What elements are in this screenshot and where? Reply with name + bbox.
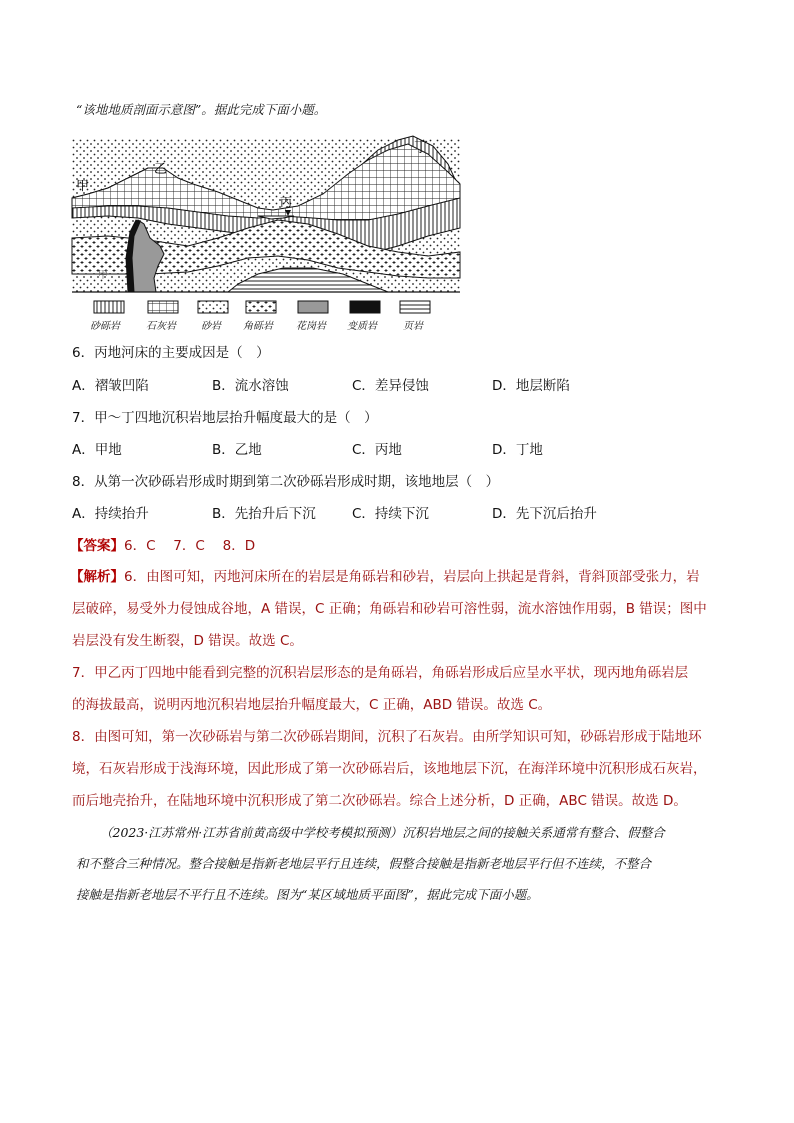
q7-option-b[interactable]: B．乙地 bbox=[212, 442, 262, 458]
answer-line bbox=[70, 536, 255, 556]
legend-label-metamorphic: 变质岩 bbox=[347, 321, 377, 332]
label-bing: 丙 bbox=[280, 195, 293, 209]
legend-swatch-sandstone bbox=[198, 301, 228, 313]
legend-label-sandy-conglomerate: 砂砾岩 bbox=[90, 321, 120, 332]
next-intro-line-2: 和不整合三种情况。整合接触是指新老地层平行且连续，假整合接触是指新老地层平行但不连续，不整合 bbox=[76, 856, 652, 871]
question-7-options bbox=[72, 440, 632, 460]
legend-swatch-breccia bbox=[246, 301, 276, 313]
answer-text: 6．C 7．C 8．D bbox=[124, 538, 256, 554]
question-6-stem: 6．丙地河床的主要成因是（ ） bbox=[72, 345, 270, 361]
q7-option-d[interactable]: D．丁地 bbox=[492, 442, 543, 458]
q7-option-a[interactable]: A．甲地 bbox=[72, 442, 122, 458]
analysis-line-5: 的海拔最高，说明丙地沉积岩地层抬升幅度最大，C 正确，ABD 错误。故选 C。 bbox=[72, 697, 552, 713]
legend-swatch-limestone bbox=[148, 301, 178, 313]
legend-swatch-granite bbox=[298, 301, 328, 313]
legend-label-limestone: 石灰岩 bbox=[146, 321, 176, 332]
q6-option-c[interactable]: C．差异侵蚀 bbox=[352, 378, 429, 394]
analysis-line-8: 而后地壳抬升，在陆地环境中沉积形成了第二次砂砾岩。综合上述分析，D 正确，ABC 错误。故选 D。 bbox=[72, 793, 687, 809]
analysis-line-6: 8．由图可知，第一次砂砾岩与第二次砂砾岩期间，沉积了石灰岩。由所学知识可知，砂砾岩形成于陆地环 bbox=[72, 729, 702, 745]
legend-label-shale: 页岩 bbox=[403, 321, 423, 332]
q8-option-a[interactable]: A．持续抬升 bbox=[72, 506, 149, 522]
q8-option-b[interactable]: B．先抬升后下沉 bbox=[212, 506, 316, 522]
legend-swatch-shale bbox=[400, 301, 430, 313]
question-8-options bbox=[72, 504, 632, 524]
label-jia-lower: 甲 bbox=[98, 270, 108, 281]
next-intro-line-3: 接触是指新老地层不平行且不连续。图为“某区域地质平面图”，据此完成下面小题。 bbox=[76, 887, 539, 902]
rock-layers bbox=[72, 136, 460, 292]
label-yi: 乙 bbox=[154, 162, 168, 177]
legend-label-granite: 花岗岩 bbox=[296, 321, 326, 332]
legend-label-sandstone: 砂岩 bbox=[201, 321, 221, 332]
analysis-line-3: 岩层没有发生断裂，D 错误。故选 C。 bbox=[72, 633, 303, 649]
legend-swatch-metamorphic bbox=[350, 301, 380, 313]
legend-swatch-sandy-conglomerate bbox=[94, 301, 124, 313]
analysis-tag: 【解析】 bbox=[70, 569, 124, 585]
q8-option-c[interactable]: C．持续下沉 bbox=[352, 506, 429, 522]
next-intro-line-1: （2023·江苏常州·江苏省前黄高级中学校考模拟预测）沉积岩地层之间的接触关系通常有整合、假整合 bbox=[100, 825, 665, 840]
analysis-line-1: 【解析】6．由图可知，丙地河床所在的岩层是角砾岩和砂岩，岩层向上拱起是背斜，背斜顶部受张力，岩 bbox=[70, 569, 700, 585]
q8-option-d[interactable]: D．先下沉后抬升 bbox=[492, 506, 597, 522]
q6-option-d[interactable]: D．地层断陷 bbox=[492, 378, 570, 394]
question-8-stem: 8．从第一次砂砾岩形成时期到第二次砂砾岩形成时期，该地地层（ ） bbox=[72, 474, 500, 490]
q7-option-c[interactable]: C．丙地 bbox=[352, 442, 402, 458]
question-6-options bbox=[72, 376, 632, 396]
analysis-line-7: 境，石灰岩形成于浅海环境，因此形成了第一次砂砾岩后，该地地层下沉，在海洋环境中沉积形成石灰岩， bbox=[72, 761, 707, 777]
analysis-line-2: 层破碎，易受外力侵蚀成谷地，A 错误，C 正确；角砾岩和砂岩可溶性弱，流水溶蚀作用弱，B 错误；图中 bbox=[72, 601, 707, 617]
analysis-line-4: 7．甲乙丙丁四地中能看到完整的沉积岩层形态的是角砾岩，角砾岩形成后应呈水平状，现丙地角砾岩层 bbox=[72, 665, 689, 681]
label-jia: 甲 bbox=[76, 179, 90, 194]
legend bbox=[90, 301, 430, 332]
q6-option-a[interactable]: A．褶皱凹陷 bbox=[72, 378, 149, 394]
geologic-cross-section-diagram bbox=[68, 128, 468, 338]
intro-text: “该地地质剖面示意图”。据此完成下面小题。 bbox=[76, 102, 327, 117]
question-7-stem: 7．甲～丁四地沉积岩地层抬升幅度最大的是（ ） bbox=[72, 410, 378, 426]
legend-label-breccia: 角砾岩 bbox=[243, 321, 273, 332]
q6-option-b[interactable]: B．流水溶蚀 bbox=[212, 378, 289, 394]
answer-tag: 【答案】 bbox=[70, 538, 124, 554]
label-ding: 丁 bbox=[414, 140, 428, 156]
